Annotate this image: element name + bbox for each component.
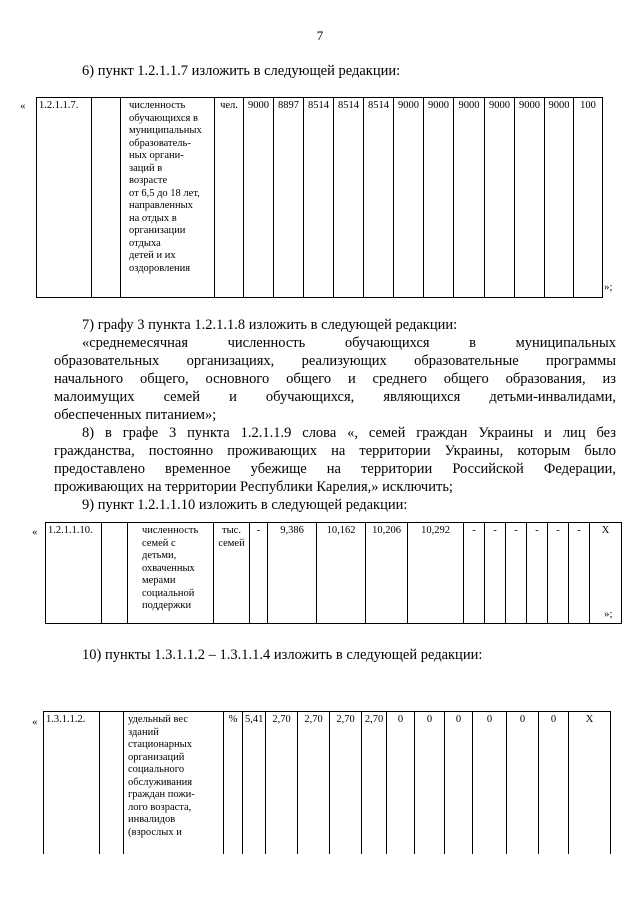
item-7-heading: 7) графу 3 пункта 1.2.1.1.8 изложить в следующей редакции: bbox=[82, 317, 458, 333]
empty-cell bbox=[92, 98, 121, 298]
value-cell: 9000 bbox=[394, 98, 424, 298]
table-2 bbox=[45, 522, 622, 624]
item-8-text: гражданства, постоянно проживающих на территории Украины, которым было bbox=[54, 443, 616, 459]
value-cell: 10,206 bbox=[366, 523, 408, 624]
value-cell: 8514 bbox=[334, 98, 364, 298]
value-cell: 0 bbox=[473, 712, 507, 854]
value-cell: 5,41 bbox=[243, 712, 266, 854]
value-cell: - bbox=[250, 523, 268, 624]
item-7-text: малоимущих семей и обучающихся, являющихся детьми-инвалидами, bbox=[54, 389, 616, 405]
table-3 bbox=[43, 711, 611, 854]
value-cell: 9,386 bbox=[268, 523, 317, 624]
row-code: 1.2.1.1.7. bbox=[37, 98, 92, 298]
item-9-heading: 9) пункт 1.2.1.1.10 изложить в следующей редакции: bbox=[82, 497, 408, 513]
empty-cell bbox=[102, 523, 128, 624]
value-cell: 100 bbox=[574, 98, 603, 298]
open-quote: « bbox=[32, 526, 38, 538]
value-cell: 2,70 bbox=[362, 712, 387, 854]
value-cell: 0 bbox=[445, 712, 473, 854]
unit-cell: тыс. семей bbox=[214, 523, 250, 624]
item-8-text: проживающих на территории Республики Карелия,» исключить; bbox=[54, 479, 453, 495]
value-cell: 2,70 bbox=[298, 712, 330, 854]
value-cell: 0 bbox=[539, 712, 569, 854]
unit-cell: % bbox=[224, 712, 243, 854]
value-cell: - bbox=[527, 523, 548, 624]
value-cell: 9000 bbox=[545, 98, 574, 298]
item-6-heading: 6) пункт 1.2.1.1.7 изложить в следующей редакции: bbox=[82, 63, 401, 79]
item-7-text: обеспеченных питанием»; bbox=[54, 407, 217, 423]
value-cell: 9000 bbox=[454, 98, 485, 298]
close-quote: »; bbox=[604, 608, 613, 620]
value-cell: 9000 bbox=[485, 98, 515, 298]
value-cell: 10,162 bbox=[317, 523, 366, 624]
row-code: 1.3.1.1.2. bbox=[44, 712, 100, 854]
value-cell: 0 bbox=[507, 712, 539, 854]
open-quote: « bbox=[20, 100, 26, 112]
empty-cell bbox=[100, 712, 124, 854]
value-cell: 10,292 bbox=[408, 523, 464, 624]
table-1 bbox=[36, 97, 603, 298]
page-number: 7 bbox=[316, 28, 324, 43]
value-cell: 8514 bbox=[304, 98, 334, 298]
item-7-text: образовательных организациях, реализующих образовательные программы bbox=[54, 353, 616, 369]
value-cell: - bbox=[548, 523, 569, 624]
value-cell: - bbox=[506, 523, 527, 624]
value-cell: X bbox=[569, 712, 611, 854]
item-8-text: 8) в графе 3 пункта 1.2.1.1.9 слова «, семей граждан Украины и лиц без bbox=[82, 425, 616, 441]
item-8-text: предоставлено временное убежище на территории Российской Федерации, bbox=[54, 461, 616, 477]
unit-cell: чел. bbox=[215, 98, 244, 298]
row-code: 1.2.1.1.10. bbox=[46, 523, 102, 624]
value-cell: X bbox=[590, 523, 622, 624]
value-cell: - bbox=[569, 523, 590, 624]
value-cell: 8514 bbox=[364, 98, 394, 298]
row-description: численность семей с детьми, охваченных мерами социальной поддержки bbox=[128, 523, 214, 624]
value-cell: - bbox=[464, 523, 485, 624]
open-quote: « bbox=[32, 716, 38, 728]
row-description: численность обучающихся в муниципальных образователь- ных органи- заций в возрасте от 6,5 до 18 лет, направленных на отдых в организации отдыха детей и их оздоровления bbox=[121, 98, 215, 298]
close-quote: »; bbox=[604, 281, 613, 293]
value-cell: - bbox=[485, 523, 506, 624]
value-cell: 8897 bbox=[274, 98, 304, 298]
value-cell: 9000 bbox=[424, 98, 454, 298]
item-7-text: «среднемесячная численность обучающихся в муниципальных bbox=[82, 335, 616, 351]
value-cell: 2,70 bbox=[266, 712, 298, 854]
row-description: удельный вес зданий стационарных организаций социального обслуживания граждан пожи- лого возраста, инвалидов (взрослых и bbox=[124, 712, 224, 854]
value-cell: 0 bbox=[415, 712, 445, 854]
value-cell: 9000 bbox=[515, 98, 545, 298]
item-7-text: начального общего, основного общего и среднего общего образования, из bbox=[54, 371, 616, 387]
value-cell: 2,70 bbox=[330, 712, 362, 854]
value-cell: 9000 bbox=[244, 98, 274, 298]
value-cell: 0 bbox=[387, 712, 415, 854]
item-10-heading: 10) пункты 1.3.1.1.2 – 1.3.1.1.4 изложить в следующей редакции: bbox=[82, 647, 483, 663]
